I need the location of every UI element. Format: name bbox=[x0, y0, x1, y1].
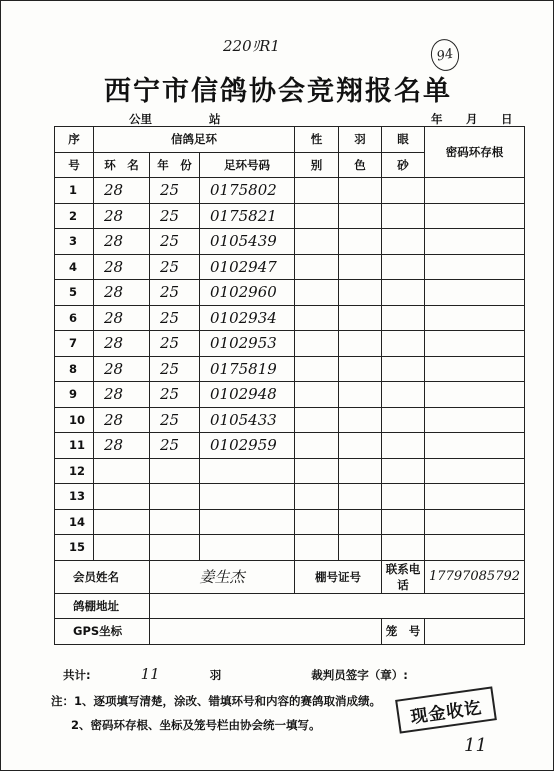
row-eye[interactable] bbox=[382, 229, 425, 255]
row-eye[interactable] bbox=[382, 356, 425, 382]
row-feather[interactable] bbox=[339, 280, 382, 306]
row-seq: 11 bbox=[55, 433, 94, 459]
row-seq: 14 bbox=[55, 509, 94, 535]
row-ring-number[interactable] bbox=[200, 484, 295, 510]
row-code-root[interactable] bbox=[425, 229, 525, 255]
table-row bbox=[55, 280, 525, 306]
row-feather[interactable] bbox=[339, 535, 382, 561]
note-line-1: 注：1、逐项填写清楚，涂改、错填环号和内容的赛鸽取消成绩。 bbox=[51, 694, 381, 708]
loft-cert-label: 棚号证号 bbox=[295, 560, 382, 593]
row-eye[interactable] bbox=[382, 280, 425, 306]
row-eye[interactable] bbox=[382, 178, 425, 204]
member-name-value[interactable]: 姜生杰 bbox=[150, 560, 295, 593]
row-feather[interactable] bbox=[339, 203, 382, 229]
row-sex[interactable] bbox=[295, 509, 339, 535]
row-code-root[interactable] bbox=[425, 280, 525, 306]
row-year[interactable]: 25 bbox=[150, 280, 200, 306]
row-ring-name[interactable] bbox=[94, 484, 150, 510]
row-ring-name[interactable]: 28 bbox=[94, 280, 150, 306]
row-ring-number[interactable]: 0105439 bbox=[200, 229, 295, 255]
row-eye[interactable] bbox=[382, 254, 425, 280]
row-year[interactable]: 25 bbox=[150, 356, 200, 382]
table-row bbox=[55, 509, 525, 535]
row-feather[interactable] bbox=[339, 484, 382, 510]
row-code-root[interactable] bbox=[425, 407, 525, 433]
row-code-root[interactable] bbox=[425, 254, 525, 280]
row-ring-number[interactable]: 0105433 bbox=[200, 407, 295, 433]
row-ring-name[interactable]: 28 bbox=[94, 433, 150, 459]
row-ring-name[interactable] bbox=[94, 509, 150, 535]
table-row bbox=[55, 229, 525, 255]
row-sex[interactable] bbox=[295, 178, 339, 204]
row-ring-number[interactable] bbox=[200, 535, 295, 561]
row-eye[interactable] bbox=[382, 535, 425, 561]
row-seq: 9 bbox=[55, 382, 94, 408]
row-eye[interactable] bbox=[382, 203, 425, 229]
note-line-2: 2、密码环存根、坐标及笼号栏由协会统一填写。 bbox=[71, 718, 321, 732]
row-feather[interactable] bbox=[339, 305, 382, 331]
row-code-root[interactable] bbox=[425, 356, 525, 382]
gps-label: GPS坐标 bbox=[55, 619, 150, 645]
cage-label: 笼 号 bbox=[382, 619, 425, 645]
row-feather[interactable] bbox=[339, 254, 382, 280]
row-year[interactable]: 25 bbox=[150, 254, 200, 280]
row-sex[interactable] bbox=[295, 203, 339, 229]
row-year[interactable] bbox=[150, 458, 200, 484]
cash-received-stamp: 现金收讫 bbox=[395, 686, 497, 733]
eye-header-bottom: 砂 bbox=[382, 152, 425, 178]
row-feather[interactable] bbox=[339, 331, 382, 357]
row-feather[interactable] bbox=[339, 356, 382, 382]
row-year[interactable]: 25 bbox=[150, 331, 200, 357]
table-row bbox=[55, 458, 525, 484]
row-year[interactable]: 25 bbox=[150, 178, 200, 204]
table-row bbox=[55, 433, 525, 459]
distance-km-label: 公里 bbox=[129, 112, 152, 126]
feather-header-top: 羽 bbox=[339, 127, 382, 153]
row-code-root[interactable] bbox=[425, 331, 525, 357]
row-sex[interactable] bbox=[295, 305, 339, 331]
year-header: 年 份 bbox=[150, 152, 200, 178]
row-sex[interactable] bbox=[295, 331, 339, 357]
row-eye[interactable] bbox=[382, 407, 425, 433]
feather-header-bottom: 色 bbox=[339, 152, 382, 178]
row-eye[interactable] bbox=[382, 509, 425, 535]
row-feather[interactable] bbox=[339, 509, 382, 535]
circled-form-number: 94 bbox=[428, 36, 462, 73]
row-code-root[interactable] bbox=[425, 382, 525, 408]
row-year[interactable]: 25 bbox=[150, 382, 200, 408]
row-eye[interactable] bbox=[382, 382, 425, 408]
table-row bbox=[55, 407, 525, 433]
member-name-label: 会员姓名 bbox=[55, 560, 150, 593]
row-ring-number[interactable] bbox=[200, 509, 295, 535]
seq-header-bottom: 号 bbox=[55, 152, 94, 178]
row-year[interactable]: 25 bbox=[150, 433, 200, 459]
row-code-root[interactable] bbox=[425, 203, 525, 229]
month-label: 月 bbox=[466, 112, 478, 126]
handwritten-bottom-mark: 11 bbox=[464, 735, 487, 756]
row-sex[interactable] bbox=[295, 458, 339, 484]
ring-name-header: 环 名 bbox=[94, 152, 150, 178]
row-ring-number[interactable]: 0175821 bbox=[200, 203, 295, 229]
form-title: 西宁市信鸽协会竞翔报名单 bbox=[104, 76, 452, 107]
row-code-root[interactable] bbox=[425, 484, 525, 510]
row-ring-name[interactable]: 28 bbox=[94, 229, 150, 255]
phone-value[interactable]: 17797085792 bbox=[425, 560, 525, 593]
sex-header-bottom: 别 bbox=[295, 152, 339, 178]
table-row bbox=[55, 356, 525, 382]
row-ring-name[interactable] bbox=[94, 458, 150, 484]
row-ring-number[interactable]: 0102948 bbox=[200, 382, 295, 408]
referee-signature-label: 裁判员签字（章）: bbox=[311, 668, 408, 682]
loft-address-label: 鸽棚地址 bbox=[55, 593, 150, 619]
row-seq: 7 bbox=[55, 331, 94, 357]
row-sex[interactable] bbox=[295, 433, 339, 459]
loft-address-value[interactable] bbox=[150, 593, 525, 619]
row-seq: 12 bbox=[55, 458, 94, 484]
row-sex[interactable] bbox=[295, 382, 339, 408]
row-year[interactable]: 25 bbox=[150, 407, 200, 433]
gps-value[interactable] bbox=[150, 619, 382, 645]
table-row bbox=[55, 305, 525, 331]
row-sex[interactable] bbox=[295, 356, 339, 382]
row-sex[interactable] bbox=[295, 535, 339, 561]
row-year[interactable]: 25 bbox=[150, 305, 200, 331]
row-ring-name[interactable]: 28 bbox=[94, 178, 150, 204]
seq-header-top: 序 bbox=[55, 127, 94, 153]
ring-group-header: 信鸽足环 bbox=[94, 127, 295, 153]
row-code-root[interactable] bbox=[425, 178, 525, 204]
row-ring-name[interactable]: 28 bbox=[94, 407, 150, 433]
registration-table bbox=[54, 126, 525, 645]
row-ring-name[interactable]: 28 bbox=[94, 356, 150, 382]
table-row bbox=[55, 535, 525, 561]
row-ring-number[interactable]: 0175802 bbox=[200, 178, 295, 204]
row-feather[interactable] bbox=[339, 229, 382, 255]
row-seq: 6 bbox=[55, 305, 94, 331]
phone-label: 联系电话 bbox=[382, 560, 425, 593]
row-seq: 1 bbox=[55, 178, 94, 204]
table-row bbox=[55, 254, 525, 280]
row-sex[interactable] bbox=[295, 229, 339, 255]
row-ring-name[interactable]: 28 bbox=[94, 382, 150, 408]
total-label: 共计: bbox=[63, 668, 91, 682]
row-code-root[interactable] bbox=[425, 509, 525, 535]
row-ring-number[interactable]: 0102947 bbox=[200, 254, 295, 280]
row-eye[interactable] bbox=[382, 484, 425, 510]
row-ring-number[interactable]: 0102934 bbox=[200, 305, 295, 331]
table-row bbox=[55, 178, 525, 204]
row-sex[interactable] bbox=[295, 407, 339, 433]
row-ring-name[interactable]: 28 bbox=[94, 203, 150, 229]
row-sex[interactable] bbox=[295, 484, 339, 510]
row-year[interactable] bbox=[150, 535, 200, 561]
year-label: 年 bbox=[431, 112, 443, 126]
row-seq: 2 bbox=[55, 203, 94, 229]
ring-number-header: 足环号码 bbox=[200, 152, 295, 178]
row-feather[interactable] bbox=[339, 382, 382, 408]
row-feather[interactable] bbox=[339, 178, 382, 204]
row-sex[interactable] bbox=[295, 280, 339, 306]
day-label: 日 bbox=[501, 112, 513, 126]
total-count: 11 bbox=[140, 665, 160, 683]
row-year[interactable]: 25 bbox=[150, 229, 200, 255]
row-year[interactable] bbox=[150, 509, 200, 535]
row-seq: 13 bbox=[55, 484, 94, 510]
row-seq: 3 bbox=[55, 229, 94, 255]
row-feather[interactable] bbox=[339, 458, 382, 484]
row-year[interactable] bbox=[150, 484, 200, 510]
total-row bbox=[63, 665, 408, 683]
row-eye[interactable] bbox=[382, 331, 425, 357]
row-ring-number[interactable]: 0175819 bbox=[200, 356, 295, 382]
row-year[interactable]: 25 bbox=[150, 203, 200, 229]
row-seq: 10 bbox=[55, 407, 94, 433]
row-eye[interactable] bbox=[382, 433, 425, 459]
row-eye[interactable] bbox=[382, 305, 425, 331]
sex-header-top: 性 bbox=[295, 127, 339, 153]
row-sex[interactable] bbox=[295, 254, 339, 280]
row-ring-number[interactable]: 0102953 bbox=[200, 331, 295, 357]
station-label: 站 bbox=[209, 112, 221, 126]
row-ring-name[interactable]: 28 bbox=[94, 305, 150, 331]
row-ring-number[interactable]: 0102959 bbox=[200, 433, 295, 459]
row-code-root[interactable] bbox=[425, 535, 525, 561]
row-feather[interactable] bbox=[339, 407, 382, 433]
row-feather[interactable] bbox=[339, 433, 382, 459]
row-code-root[interactable] bbox=[425, 305, 525, 331]
row-ring-name[interactable]: 28 bbox=[94, 331, 150, 357]
table-row bbox=[55, 484, 525, 510]
cage-value[interactable] bbox=[425, 619, 525, 645]
row-seq: 4 bbox=[55, 254, 94, 280]
row-seq: 8 bbox=[55, 356, 94, 382]
row-code-root[interactable] bbox=[425, 458, 525, 484]
row-ring-number[interactable]: 0102960 bbox=[200, 280, 295, 306]
eye-header-top: 眼 bbox=[382, 127, 425, 153]
row-seq: 5 bbox=[55, 280, 94, 306]
row-ring-name[interactable]: 28 bbox=[94, 254, 150, 280]
row-seq: 15 bbox=[55, 535, 94, 561]
handwritten-top-note: 220ﾘR1 bbox=[223, 37, 280, 55]
table-row bbox=[55, 203, 525, 229]
row-code-root[interactable] bbox=[425, 433, 525, 459]
code-root-header: 密码环存根 bbox=[425, 127, 525, 178]
row-ring-number[interactable] bbox=[200, 458, 295, 484]
table-row bbox=[55, 331, 525, 357]
table-row bbox=[55, 382, 525, 408]
total-unit: 羽 bbox=[209, 668, 222, 682]
row-ring-name[interactable] bbox=[94, 535, 150, 561]
row-eye[interactable] bbox=[382, 458, 425, 484]
